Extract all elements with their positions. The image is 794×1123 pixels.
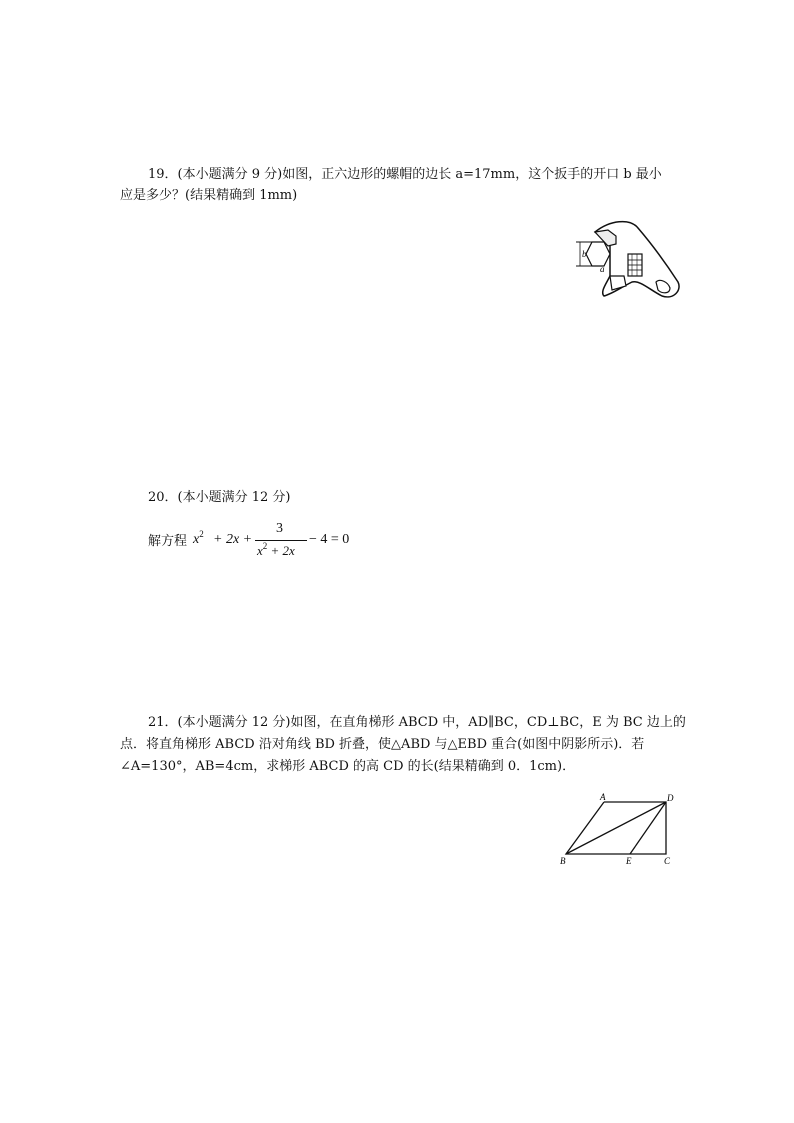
trapezoid-figure: [556, 792, 680, 868]
diagonal-bd: [566, 802, 666, 854]
eq-plus-2x: + 2x +: [213, 532, 253, 547]
q21-text-line3: ∠A=130°，AB=4cm，求梯形 ABCD 的高 CD 的长(结果精确到 0．1cm)．: [120, 759, 576, 774]
label-D: D: [667, 793, 674, 803]
hex-nut: [586, 242, 610, 266]
wrench-figure: [570, 210, 690, 310]
q19-text-line1: 19．(本小题满分 9 分)如图，正六边形的螺帽的边长 a=17mm，这个扳手的开口 b 最小: [148, 167, 662, 182]
label-B: B: [560, 856, 566, 866]
eq-denominator: $x^2 + 2x$: [257, 541, 295, 558]
label-b: b: [582, 249, 587, 259]
q20-prefix: 解方程: [148, 534, 188, 549]
segment-de: [630, 802, 666, 854]
label-A: A: [600, 792, 606, 802]
label-a: a: [600, 264, 605, 274]
q19-text-line2: 应是多少？(结果精确到 1mm): [120, 188, 298, 203]
label-C: C: [664, 856, 671, 866]
eq-tail: − 4 = 0: [309, 532, 350, 547]
eq-numerator: 3: [276, 521, 283, 536]
label-E: E: [626, 856, 632, 866]
eq-left-x: $x^2$: [193, 529, 204, 547]
q20-header: 20．(本小题满分 12 分): [148, 490, 291, 505]
q21-text-line2: 点．将直角梯形 ABCD 沿对角线 BD 折叠，使△ABD 与△EBD 重合(如图中阴影所示)．若: [120, 737, 645, 752]
q21-text-line1: 21．(本小题满分 12 分)如图，在直角梯形 ABCD 中，AD∥BC，CD⊥BC，E 为 BC 边上的: [148, 715, 686, 730]
